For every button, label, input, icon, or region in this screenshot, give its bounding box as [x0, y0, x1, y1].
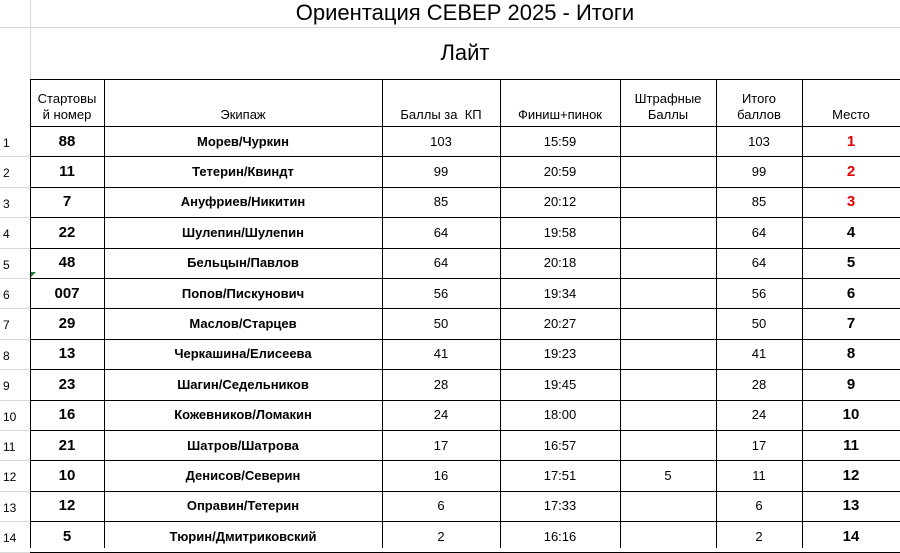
start-number-cell: 11 [59, 163, 75, 181]
column-border [104, 79, 105, 548]
header-crew: Экипаж [220, 107, 266, 122]
finish-cell: 19:34 [543, 285, 577, 301]
cp-points-cell: 6 [437, 498, 445, 514]
finish-cell: 19:23 [543, 346, 577, 362]
row-number-header-blank [0, 82, 30, 126]
penalty-cell [620, 156, 716, 186]
cp-points-cell: 28 [433, 376, 449, 392]
cp-points-cell: 64 [433, 224, 449, 240]
cp-points-cell: 99 [433, 164, 449, 180]
start-number-cell: 48 [58, 254, 76, 272]
cp-points-cell: 41 [433, 346, 449, 362]
gridline [0, 217, 30, 218]
row-border [30, 248, 900, 249]
gridline [0, 248, 30, 249]
total-cell: 99 [751, 164, 767, 180]
crew-cell: Ануфриев/Никитин [180, 194, 306, 210]
row-border [30, 491, 900, 492]
place-cell: 5 [846, 254, 856, 272]
crew-cell: Шагин/Седельников [177, 376, 309, 392]
total-cell: 56 [751, 285, 767, 301]
finish-cell: 17:51 [543, 468, 577, 484]
header-bottom-border [30, 126, 900, 127]
row-border [30, 217, 900, 218]
start-number-cell: 5 [62, 527, 72, 545]
penalty-cell [620, 187, 716, 217]
column-border [30, 79, 31, 548]
finish-cell: 18:00 [543, 407, 577, 423]
title-gridline [30, 0, 31, 79]
row-number: 1 [3, 136, 10, 150]
total-cell: 50 [751, 316, 767, 332]
row-number: 9 [3, 379, 10, 394]
penalty-cell [620, 278, 716, 308]
row-number: 2 [3, 166, 10, 181]
total-cell: 24 [751, 407, 767, 423]
row-border [30, 278, 900, 279]
start-number-cell: 12 [58, 497, 76, 515]
row-number: 5 [3, 257, 10, 272]
finish-cell: 20:18 [543, 255, 577, 271]
penalty-cell [620, 126, 716, 156]
gridline [0, 491, 30, 492]
row-border [30, 430, 900, 431]
total-cell: 11 [752, 468, 766, 484]
penalty-cell [620, 400, 716, 430]
start-number-cell: 29 [58, 315, 76, 333]
row-border [30, 308, 900, 309]
finish-cell: 20:12 [543, 194, 577, 210]
finish-cell: 16:57 [543, 437, 577, 453]
total-cell: 17 [751, 437, 767, 453]
gridline [0, 156, 30, 157]
start-number-cell: 13 [58, 345, 76, 363]
total-cell: 6 [755, 498, 763, 514]
start-number-cell: 21 [58, 436, 76, 454]
place-cell: 13 [842, 497, 860, 515]
penalty-cell [620, 308, 716, 338]
penalty-cell [620, 491, 716, 521]
place-cell: 12 [842, 467, 860, 485]
crew-cell: Денисов/Северин [185, 468, 301, 484]
cp-points-cell: 17 [433, 437, 449, 453]
start-number-cell: 7 [62, 193, 72, 211]
cp-points-cell: 64 [433, 255, 449, 271]
penalty-cell [620, 521, 716, 551]
header-top-border [30, 79, 900, 80]
row-border [30, 400, 900, 401]
crew-cell: Шулепин/Шулепин [182, 224, 304, 240]
crew-cell: Бельцын/Павлов [187, 255, 299, 271]
place-cell: 1 [846, 132, 856, 150]
finish-cell: 19:45 [543, 376, 577, 392]
start-number-cell: 16 [58, 406, 76, 424]
row-number: 14 [3, 531, 17, 546]
row-border [30, 460, 900, 461]
finish-cell: 20:59 [543, 164, 577, 180]
start-number-cell: 88 [58, 132, 76, 150]
start-number-cell: 007 [54, 284, 80, 302]
cp-points-cell: 85 [433, 194, 449, 210]
gridline [0, 27, 900, 28]
place-cell: 8 [846, 345, 856, 363]
row-border [30, 369, 900, 370]
penalty-cell [620, 339, 716, 369]
total-cell: 41 [751, 346, 767, 362]
total-cell: 2 [755, 528, 763, 544]
cp-points-cell: 24 [433, 407, 449, 423]
cp-points-cell: 103 [430, 133, 452, 149]
cp-points-cell: 56 [433, 285, 449, 301]
place-cell: 7 [846, 315, 856, 333]
row-border [30, 156, 900, 157]
total-cell: 103 [748, 133, 770, 149]
gridline [0, 430, 30, 431]
crew-cell: Кожевников/Ломакин [174, 407, 312, 423]
row-border [30, 187, 900, 188]
gridline [0, 400, 30, 401]
row-number: 7 [3, 318, 10, 333]
penalty-cell [620, 217, 716, 247]
gridline [0, 339, 30, 340]
finish-cell: 16:16 [543, 528, 577, 544]
header-place: Место [832, 107, 870, 122]
row-number: 4 [3, 227, 10, 242]
row-number: 13 [3, 500, 17, 515]
penalty-cell: 5 [664, 468, 672, 484]
penalty-cell [620, 248, 716, 278]
row-number: 6 [3, 288, 10, 302]
gridline [0, 460, 30, 461]
penalty-cell [620, 430, 716, 460]
row-border [30, 521, 900, 522]
finish-cell: 19:58 [543, 224, 577, 240]
finish-cell: 15:59 [543, 133, 577, 149]
gridline [0, 521, 30, 522]
sheet-title: Ориентация СЕВЕР 2025 - Итоги [295, 0, 635, 25]
finish-cell: 20:27 [543, 316, 577, 332]
total-cell: 28 [751, 376, 767, 392]
place-cell: 10 [842, 406, 860, 424]
row-number: 10 [3, 409, 17, 424]
gridline [0, 187, 30, 188]
place-cell: 14 [842, 527, 860, 545]
place-cell: 11 [843, 436, 859, 454]
gridline [0, 369, 30, 370]
cp-points-cell: 2 [437, 528, 445, 544]
row-number: 12 [3, 470, 17, 485]
column-border [802, 79, 803, 548]
total-cell: 85 [751, 194, 767, 210]
start-number-cell: 22 [58, 223, 76, 241]
cp-points-cell: 16 [433, 468, 449, 484]
column-border [620, 79, 621, 548]
place-cell: 3 [846, 193, 856, 211]
gridline [0, 308, 30, 309]
header-total: Итого баллов [737, 91, 781, 122]
row-border [30, 339, 900, 340]
column-border [716, 79, 717, 548]
crew-cell: Тюрин/Дмитриковский [169, 528, 317, 544]
finish-cell: 17:33 [543, 498, 577, 514]
column-border [500, 79, 501, 548]
place-cell: 6 [846, 284, 856, 302]
start-number-cell: 23 [58, 375, 76, 393]
row-number: 8 [3, 348, 10, 363]
column-border [382, 79, 383, 548]
penalty-cell [620, 369, 716, 399]
crew-cell: Морев/Чуркин [196, 133, 290, 149]
crew-cell: Черкашина/Елисеева [174, 346, 312, 362]
header-penalty: Штрафные Баллы [634, 91, 702, 122]
crew-cell: Попов/Пискунович [181, 285, 305, 301]
total-cell: 64 [751, 255, 767, 271]
gridline [0, 278, 30, 279]
place-cell: 9 [846, 375, 856, 393]
cp-points-cell: 50 [433, 316, 449, 332]
crew-cell: Шатров/Шатрова [187, 437, 299, 453]
header-start-number: Стартовы й номер [37, 91, 97, 122]
total-cell: 64 [751, 224, 767, 240]
start-number-cell: 10 [58, 467, 76, 485]
crew-cell: Оправин/Тетерин [186, 498, 300, 514]
row-number: 3 [3, 196, 10, 211]
place-cell: 2 [846, 163, 856, 181]
header-finish: Финиш+пинок [517, 107, 602, 122]
row-number: 11 [3, 440, 16, 454]
crew-cell: Маслов/Старцев [189, 316, 297, 332]
header-cp-points: Баллы за КП [400, 107, 482, 122]
crew-cell: Тетерин/Квиндт [192, 164, 294, 180]
category-title: Лайт [440, 40, 490, 65]
place-cell: 4 [846, 223, 856, 241]
